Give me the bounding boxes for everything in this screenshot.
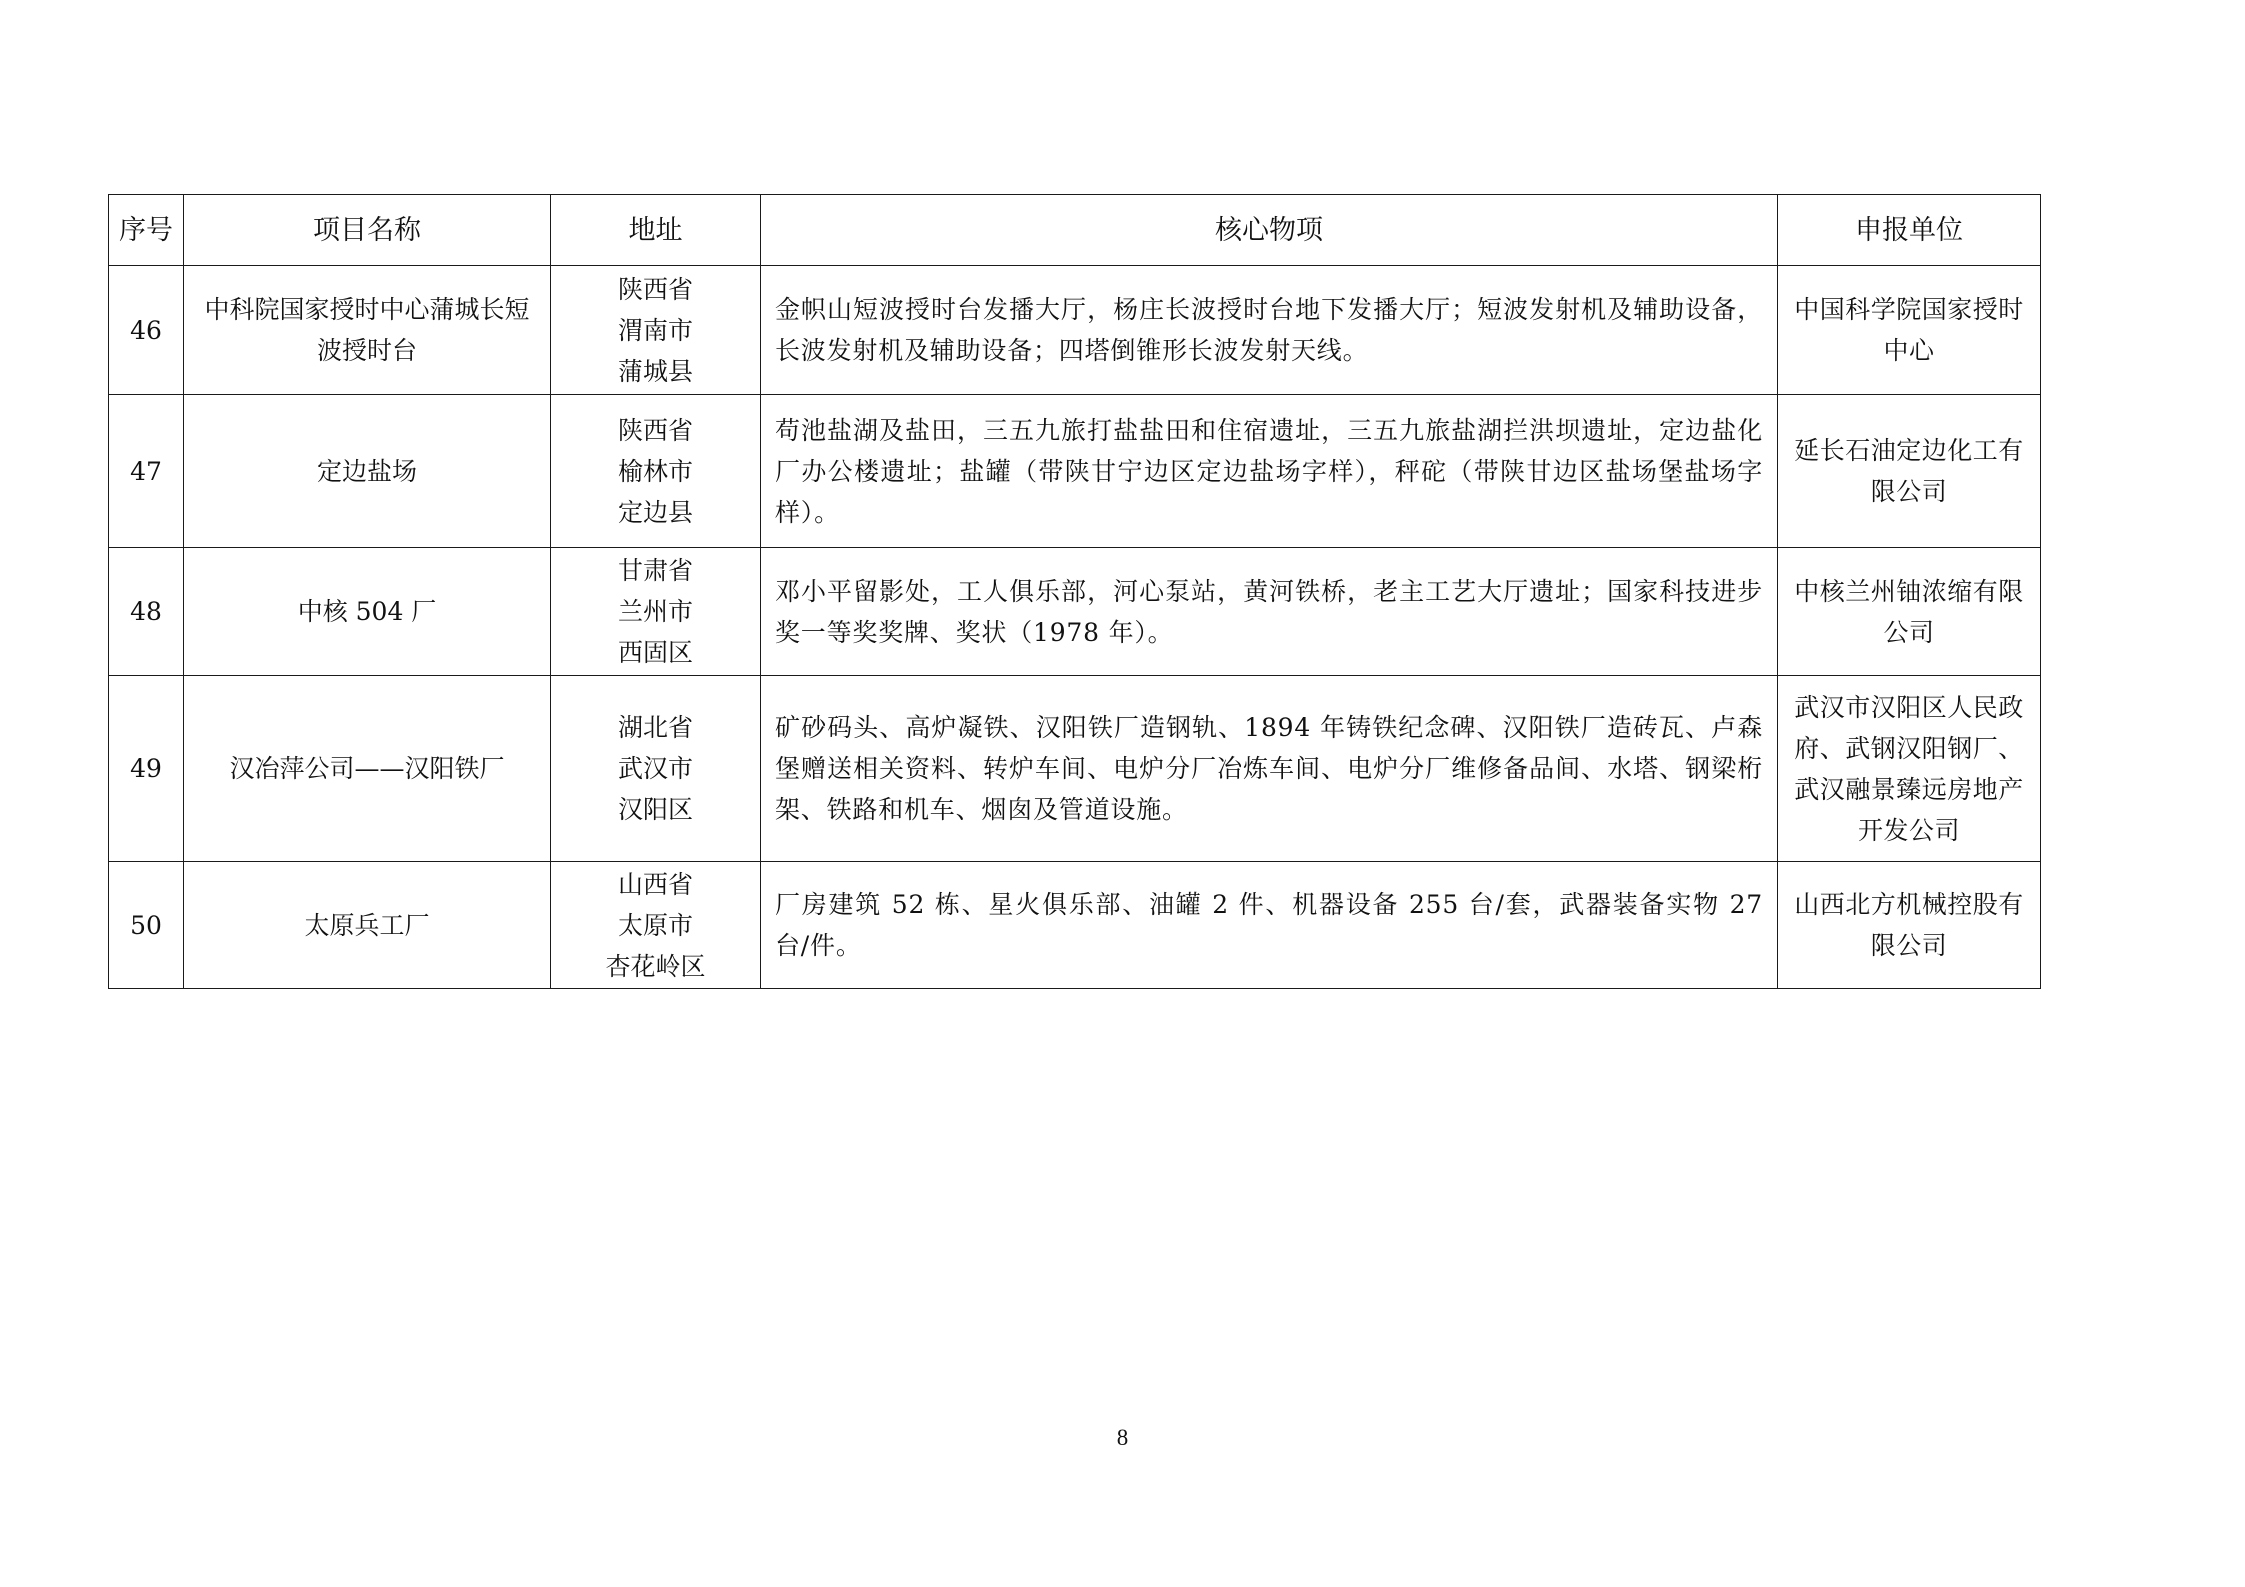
row-address xyxy=(551,395,761,548)
row-address xyxy=(551,862,761,989)
address-city: 兰州市 xyxy=(617,597,693,626)
row-reporting-unit: 延长石油定边化工有限公司 xyxy=(1778,395,2041,548)
address-city: 榆林市 xyxy=(617,456,693,486)
address-district: 杏花岭区 xyxy=(605,951,706,981)
address-city: 渭南市 xyxy=(617,315,693,345)
header-reporting-unit: 申报单位 xyxy=(1778,195,2041,266)
row-core-items: 苟池盐湖及盐田，三五九旅打盐盐田和住宿遗址，三五九旅盐湖拦洪坝遗址，定边盐化厂办公楼遗址；盐罐（带陕甘宁边区定边盐场字样），秤砣（带陕甘边区盐场堡盐场字样）。 xyxy=(761,395,1778,548)
address-district: 蒲城县 xyxy=(617,356,693,386)
row-reporting-unit: 山西北方机械控股有限公司 xyxy=(1778,862,2041,989)
header-seq: 序号 xyxy=(109,195,184,266)
address-province: 甘肃省 xyxy=(617,556,693,585)
row-reporting-unit: 中国科学院国家授时中心 xyxy=(1778,266,2041,395)
row-seq: 49 xyxy=(109,676,184,862)
table-header-row xyxy=(109,195,2041,266)
address-city: 武汉市 xyxy=(617,754,693,783)
row-seq: 50 xyxy=(109,862,184,989)
header-core-items: 核心物项 xyxy=(761,195,1778,266)
row-address xyxy=(551,548,761,676)
address-province: 湖北省 xyxy=(617,713,693,742)
row-project-name: 中科院国家授时中心蒲城长短波授时台 xyxy=(184,266,551,395)
address-district: 定边县 xyxy=(617,497,693,527)
row-address xyxy=(551,676,761,862)
row-project-name: 汉冶萍公司——汉阳铁厂 xyxy=(184,676,551,862)
row-project-name: 太原兵工厂 xyxy=(184,862,551,989)
heritage-project-table xyxy=(108,194,2041,989)
table-row xyxy=(109,266,2041,395)
address-province: 陕西省 xyxy=(617,415,693,445)
row-core-items: 金帜山短波授时台发播大厅，杨庄长波授时台地下发播大厅；短波发射机及辅助设备，长波发射机及辅助设备；四塔倒锥形长波发射天线。 xyxy=(761,266,1778,395)
row-seq: 48 xyxy=(109,548,184,676)
address-province: 山西省 xyxy=(617,869,693,899)
row-core-items: 矿砂码头、高炉凝铁、汉阳铁厂造钢轨、1894 年铸铁纪念碑、汉阳铁厂造砖瓦、卢森堡赠送相关资料、转炉车间、电炉分厂冶炼车间、电炉分厂维修备品间、水塔、钢梁桁架、铁路和机车、烟囱及管道设施。 xyxy=(761,676,1778,862)
row-reporting-unit: 武汉市汉阳区人民政府、武钢汉阳钢厂、武汉融景臻远房地产开发公司 xyxy=(1778,676,2041,862)
row-reporting-unit: 中核兰州铀浓缩有限公司 xyxy=(1778,548,2041,676)
header-project-name: 项目名称 xyxy=(184,195,551,266)
address-district: 西固区 xyxy=(617,638,693,667)
address-district: 汉阳区 xyxy=(617,795,693,824)
table-row xyxy=(109,862,2041,989)
table-row xyxy=(109,676,2041,862)
table-row xyxy=(109,395,2041,548)
table-row xyxy=(109,548,2041,676)
row-project-name: 中核 504 厂 xyxy=(184,548,551,676)
page-number: 8 xyxy=(1116,1425,1129,1450)
header-address: 地址 xyxy=(551,195,761,266)
row-seq: 46 xyxy=(109,266,184,395)
row-seq: 47 xyxy=(109,395,184,548)
row-project-name: 定边盐场 xyxy=(184,395,551,548)
address-province: 陕西省 xyxy=(617,274,693,304)
row-address xyxy=(551,266,761,395)
address-city: 太原市 xyxy=(617,910,693,940)
row-core-items: 邓小平留影处，工人俱乐部，河心泵站，黄河铁桥，老主工艺大厅遗址；国家科技进步奖一等奖奖牌、奖状（1978 年）。 xyxy=(761,548,1778,676)
row-core-items: 厂房建筑 52 栋、星火俱乐部、油罐 2 件、机器设备 255 台/套，武器装备实物 27 台/件。 xyxy=(761,862,1778,989)
